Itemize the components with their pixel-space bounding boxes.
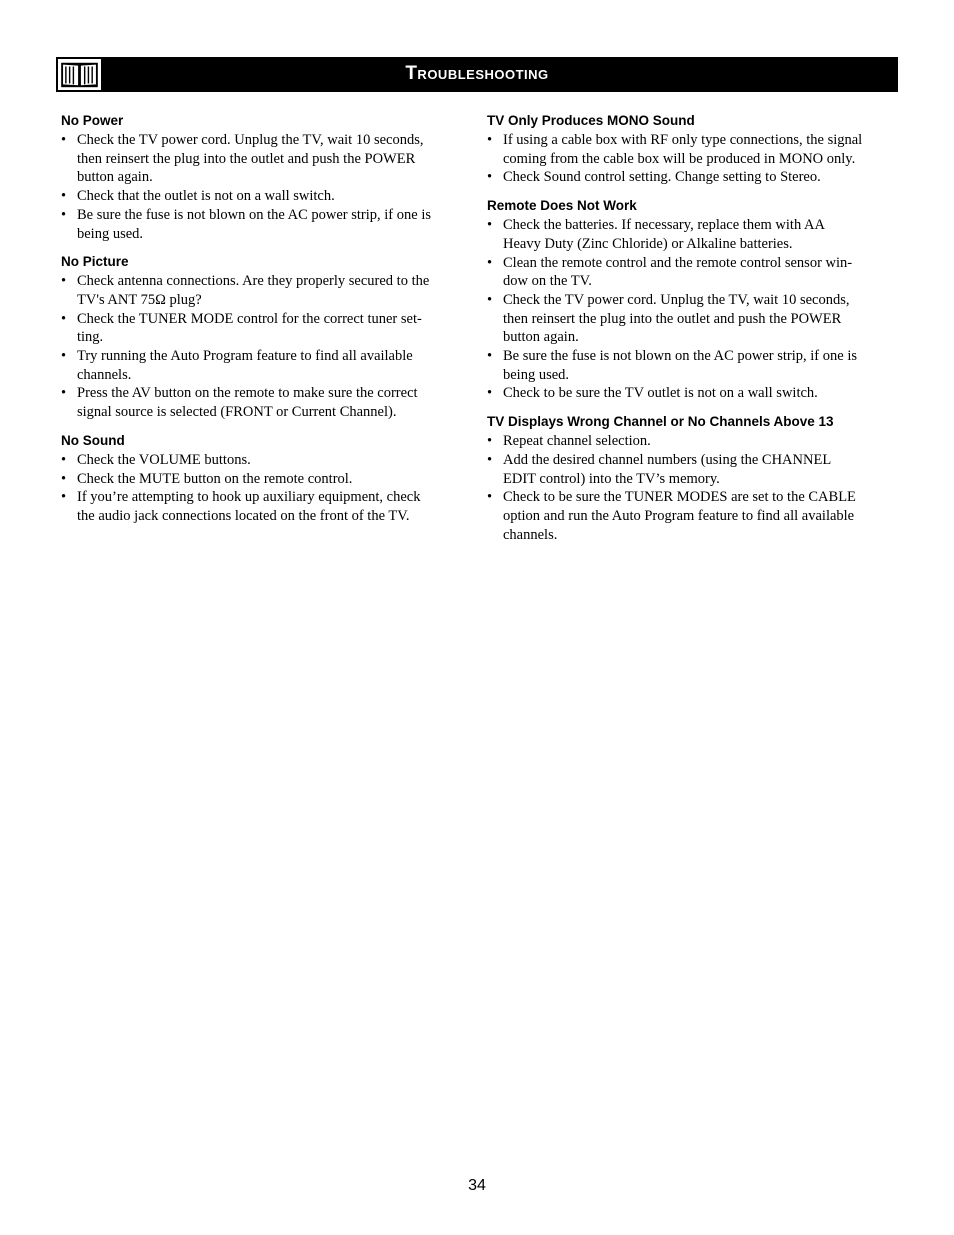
list-item-text: Check to be sure the TUNER MODES are set to the CABLE option and run the Auto Program feature to find all available channels. xyxy=(503,489,856,543)
list-item-text: If using a cable box with RF only type connections, the signal coming from the cable box will be produced in MONO only. xyxy=(503,132,863,167)
bullet-icon: • xyxy=(61,385,67,402)
list-item xyxy=(61,187,471,206)
list-item-text: Check that the outlet is not on a wall switch. xyxy=(77,188,335,205)
list-item-text: Be sure the fuse is not blown on the AC power strip, if one is being used. xyxy=(503,348,857,383)
left-column xyxy=(61,112,471,536)
list-item-text: Check Sound control setting. Change setting to Stereo. xyxy=(503,169,821,186)
list-item xyxy=(487,432,897,451)
bullet-list xyxy=(61,131,471,243)
bullet-icon: • xyxy=(61,206,67,223)
right-column xyxy=(487,112,897,554)
list-item xyxy=(61,451,471,470)
troubleshooting-section xyxy=(487,112,897,187)
bullet-icon: • xyxy=(487,132,493,148)
list-item-text: If you’re attempting to hook up auxiliary equipment, check the audio jack connections located on the front of the TV. xyxy=(77,489,421,524)
bullet-icon: • xyxy=(487,385,493,402)
troubleshooting-section xyxy=(61,432,471,526)
list-item-text: Try running the Auto Program feature to find all available channels. xyxy=(77,348,413,383)
list-item xyxy=(61,470,471,489)
section-heading: TV Only Produces MONO Sound xyxy=(487,113,695,128)
list-item-text: Press the AV button on the remote to make sure the correct signal source is selected (FRONT or Current Channel). xyxy=(77,385,418,421)
list-item xyxy=(487,254,897,291)
list-item-text: Check the TV power cord. Unplug the TV, wait 10 seconds, then reinsert the plug into the outlet and push the POWER button again. xyxy=(77,132,424,186)
bullet-icon: • xyxy=(61,348,67,365)
bullet-icon: • xyxy=(61,489,67,506)
list-item xyxy=(61,206,471,243)
list-item xyxy=(61,488,471,525)
list-item xyxy=(61,347,471,384)
list-item xyxy=(61,310,471,347)
bullet-icon: • xyxy=(61,451,67,468)
list-item xyxy=(487,451,897,488)
bullet-list xyxy=(487,216,897,403)
section-heading: TV Displays Wrong Channel or No Channels Above 13 xyxy=(487,414,834,430)
list-item xyxy=(61,272,471,309)
list-item xyxy=(61,384,471,421)
list-item xyxy=(487,291,897,347)
troubleshooting-section xyxy=(487,197,897,403)
bullet-icon: • xyxy=(61,132,67,148)
list-item-text: Check the batteries. If necessary, replace them with AA Heavy Duty (Zinc Chloride) or Alkaline batteries. xyxy=(503,217,825,252)
troubleshooting-section xyxy=(61,253,471,422)
list-item xyxy=(487,216,897,253)
list-item-text: Be sure the fuse is not blown on the AC power strip, if one is being used. xyxy=(77,206,431,242)
section-heading: Remote Does Not Work xyxy=(487,198,637,214)
bullet-icon: • xyxy=(487,451,493,468)
list-item-text: Check the VOLUME buttons. xyxy=(77,451,251,468)
list-item-text: Clean the remote control and the remote control sensor win- dow on the TV. xyxy=(503,254,853,290)
bullet-icon: • xyxy=(487,169,493,186)
bullet-list xyxy=(61,272,471,422)
bullet-list xyxy=(487,432,897,544)
bullet-list xyxy=(487,131,897,187)
bullet-icon: • xyxy=(487,489,493,506)
bullet-icon: • xyxy=(487,348,493,365)
header-bar xyxy=(56,57,898,92)
section-heading: No Sound xyxy=(61,432,125,448)
bullet-icon: • xyxy=(61,470,67,487)
bullet-icon: • xyxy=(61,188,67,205)
list-item xyxy=(487,347,897,384)
list-item-text: Add the desired channel numbers (using the CHANNEL EDIT control) into the TV’s memory. xyxy=(503,451,832,487)
bullet-icon: • xyxy=(61,273,67,290)
list-item xyxy=(487,384,897,403)
section-heading: No Power xyxy=(61,113,124,128)
bullet-icon: • xyxy=(487,433,493,450)
list-item xyxy=(487,131,897,168)
bullet-icon: • xyxy=(487,217,493,234)
bullet-list xyxy=(61,451,471,526)
list-item-text: Check the MUTE button on the remote control. xyxy=(77,470,353,487)
list-item-text: Repeat channel selection. xyxy=(503,433,651,450)
page-title: Troubleshooting xyxy=(405,63,549,84)
troubleshooting-section xyxy=(61,112,471,243)
list-item-text: Check to be sure the TV outlet is not on a wall switch. xyxy=(503,385,818,402)
bullet-icon: • xyxy=(487,254,493,271)
list-item xyxy=(487,488,897,544)
list-item xyxy=(487,168,897,187)
troubleshooting-section xyxy=(487,413,897,544)
bullet-icon: • xyxy=(487,291,493,308)
list-item-text: Check the TV power cord. Unplug the TV, wait 10 seconds, then reinsert the plug into the outlet and push the POWER button again. xyxy=(503,291,850,346)
list-item xyxy=(61,131,471,187)
list-item-text: Check the TUNER MODE control for the correct tuner set- ting. xyxy=(77,310,422,346)
list-item-text: Check antenna connections. Are they properly secured to the TV's ANT 75Ω plug? xyxy=(77,273,430,308)
page-number: 34 xyxy=(468,1177,486,1194)
section-heading: No Picture xyxy=(61,254,129,270)
bullet-icon: • xyxy=(61,310,67,327)
